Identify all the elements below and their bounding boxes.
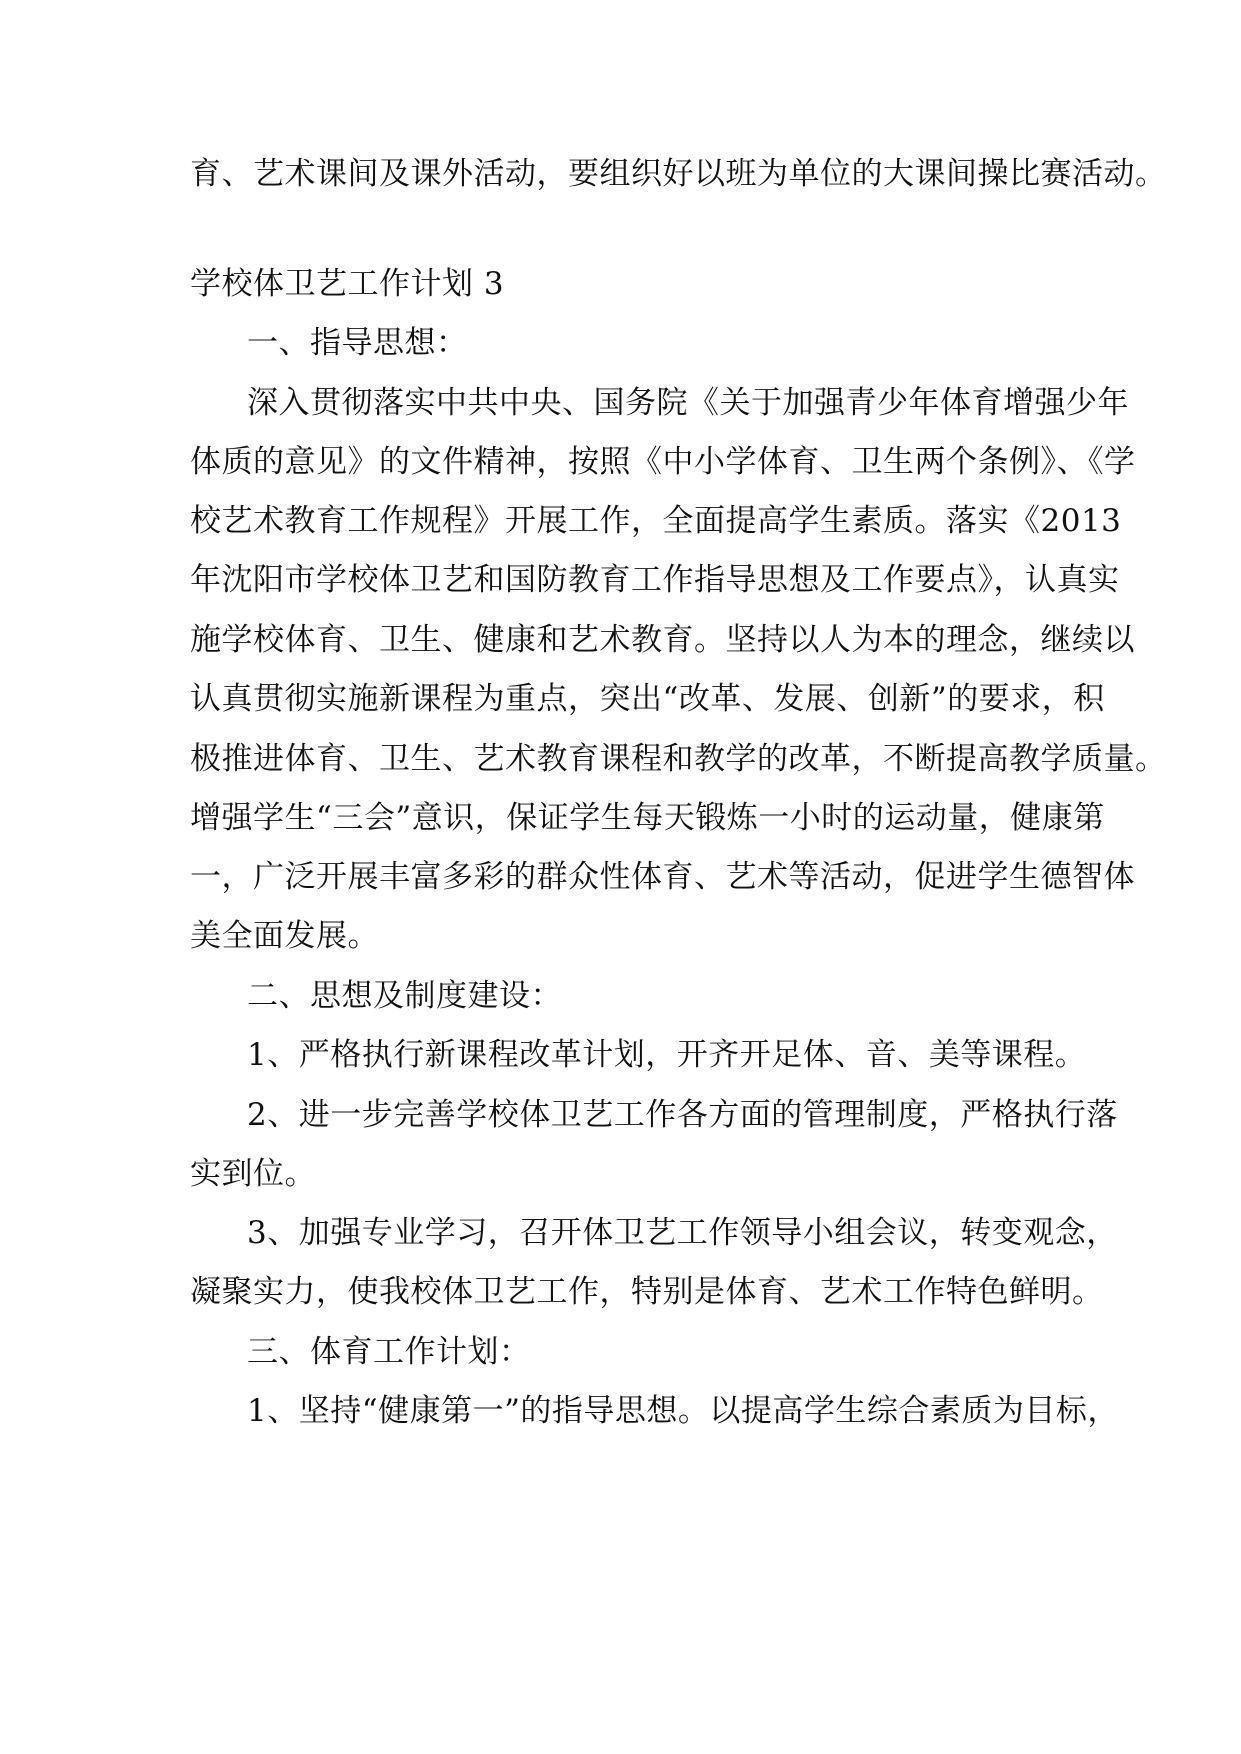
text-line: 体质的意见》的文件精神，按照《中小学体育、卫生两个条例》、《学 xyxy=(190,444,1136,480)
text-line: 施学校体育、卫生、健康和艺术教育。坚持以人为本的理念，继续以 xyxy=(190,622,1135,658)
text-line: 校艺术教育工作规程》开展工作，全面提高学生素质。落实《2013 xyxy=(190,503,1122,539)
text-line: 美全面发展。 xyxy=(190,918,379,954)
text-line: 认真贯彻实施新课程为重点，突出“改革、发展、创新”的要求，积 xyxy=(190,681,1105,717)
list-item: 2、进一步完善学校体卫艺工作各方面的管理制度，严格执行落 xyxy=(247,1097,1118,1133)
text-line: 育、艺术课间及课外活动，要组织好以班为单位的大课间操比赛活动。 xyxy=(190,156,1167,192)
text-line: 增强学生“三会”意识，保证学生每天锻炼一小时的运动量，健康第 xyxy=(190,800,1105,836)
list-item: 1、严格执行新课程改革计划，开齐开足体、音、美等课程。 xyxy=(247,1037,1087,1073)
heading-system-building: 二、思想及制度建设： xyxy=(247,978,562,1014)
heading-guiding-ideology: 一、指导思想： xyxy=(247,325,468,361)
text-line: 年沈阳市学校体卫艺和国防教育工作指导思想及工作要点》，认真实 xyxy=(190,562,1120,598)
text-line: 极推进体育、卫生、艺术教育课程和教学的改革，不断提高教学质量。 xyxy=(190,741,1167,777)
text-line: 凝聚实力，使我校体卫艺工作，特别是体育、艺术工作特色鲜明。 xyxy=(190,1274,1104,1310)
text-line: 一，广泛开展丰富多彩的群众性体育、艺术等活动，促进学生德智体 xyxy=(190,859,1135,895)
list-item: 1、坚持“健康第一”的指导思想。以提高学生综合素质为目标， xyxy=(247,1393,1119,1429)
section-title: 学校体卫艺工作计划 3 xyxy=(190,266,505,302)
heading-pe-plan: 三、体育工作计划： xyxy=(247,1334,531,1370)
text-line: 深入贯彻落实中共中央、国务院《关于加强青少年体育增强少年 xyxy=(247,385,1129,421)
text-line: 实到位。 xyxy=(190,1156,316,1192)
list-item: 3、加强专业学习，召开体卫艺工作领导小组会议，转变观念， xyxy=(247,1215,1118,1251)
